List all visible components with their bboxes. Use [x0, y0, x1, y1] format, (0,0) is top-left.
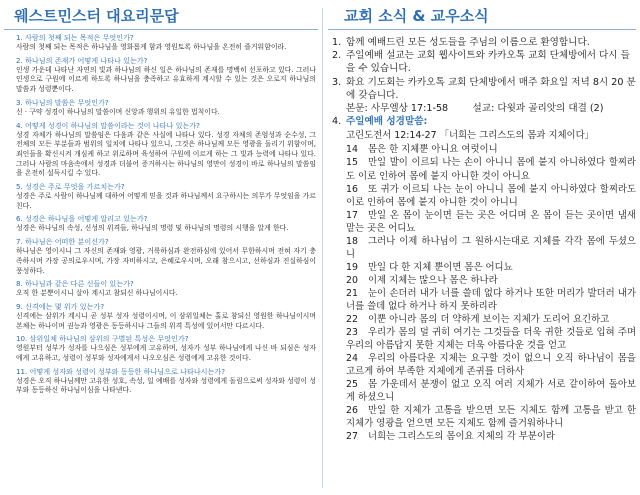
verse-line [346, 183, 636, 209]
catechism-answer: 하나님은 영이시니 그 자신의 존재와 영광, 거룩하심과 완전하심에 있어서 무한하시며 전혀 자기 충족하시며 가장 공의로우시며, 가장 자비하시고, 은혜로우시며, 오래 참으시고, 선하심과 진실하심이 풍성하다. [16, 247, 316, 275]
catechism-answer: 성경 자체가 하나님의 말씀임은 다음과 같은 사실에 나타나 있다. 성경 자체의 존엄성과 순수성, 그 전체의 모든 부분들과 범위의 일치에 나타나 있으니, 그것은 하나님께 모든 영광을 돌리기 위함이며, 죄인들을 확신시켜 개심케 하고 위로하며 육성하여 구원에 이르게 하는 그 빛과 능력에 나타나 있다. 그러나 사람의 마음속에서 성경과 더불어 증거하시는 하나님의 영만이 성경이 바로 하나님의 말씀임을 온전히 설득시킬 수 있다. [16, 130, 316, 178]
news-item-number: 1. [332, 37, 342, 48]
catechism-item [4, 182, 318, 211]
verse-text: 몸은 한 지체뿐 아니요 여럿이니 [368, 144, 498, 156]
verse-text: 만일 발이 이르되 나는 손이 아니니 몸에 붙지 아니하였다 할찌라도 이로 인하여 몸에 붙지 아니한 것이 아니요 [346, 157, 636, 182]
catechism-question: 4. 어떻게 성경이 하나님의 말씀이라는 것이 나타나 있는가? [16, 120, 200, 130]
verse-text: 우리가 몸의 덜 귀히 여기는 그것들을 더욱 귀한 것들로 입혀 주며 우리의 아름답지 못한 지체는 더욱 아름다운 것을 얻고 [346, 327, 636, 352]
catechism-question: 10. 삼위일체 하나님의 삼위의 구별된 특성은 무엇인가? [16, 334, 189, 344]
catechism-item [4, 98, 318, 118]
verse-number: 23 [346, 327, 358, 339]
catechism-item [4, 33, 318, 53]
catechism-answer: 성경은 오직 하나님께만 고유한 성호, 속성, 일 예배를 성자와 성령에게 돌림으로써 성자와 성령이 성부와 동등하신 하나님이심을 나타낸다. [16, 376, 316, 395]
news-item-body [332, 49, 636, 75]
catechism-answer: 사람의 첫째 되는 목적은 하나님을 영화롭게 함과 영원토록 하나님을 온전히 즐거워함이라. [16, 43, 287, 51]
news-item-number: 4. [332, 116, 342, 128]
catechism-item [4, 214, 318, 234]
catechism-answer: 성경은 주로 사람이 하나님께 대하여 어떻게 믿을 것과 하나님께서 요구하시는 의무가 무엇임을 가르친다. [16, 192, 316, 210]
verse-text: 눈이 손더러 내가 너를 쓸데 없다 하거나 또한 머리가 발더러 내가 너를 쓸데 없다 하거나 하지 못하리라 [346, 287, 636, 312]
catechism-title: 웨스트민스터 대요리문답 [4, 4, 318, 30]
verse-number: 26 [346, 405, 358, 417]
verse-line [346, 143, 636, 156]
catechism-question: 7. 하나님은 어떠한 분이신가? [16, 237, 109, 247]
column-divider [322, 8, 323, 488]
news-item-number: 3. [332, 76, 342, 88]
scripture-heading: 주일예배 성경말씀: [346, 116, 428, 128]
verse-line [346, 378, 636, 404]
verse-number: 22 [346, 314, 358, 326]
verse-text: 또 귀가 이르되 나는 눈이 아니니 몸에 붙지 아니하였다 할찌라도 이로 인하여 몸에 붙지 아니한 것이 아니니 [346, 183, 636, 208]
verse-line [346, 326, 636, 352]
verse-number: 24 [346, 353, 358, 365]
verse-text: 만일 다 한 지체 뿐이면 몸은 어디뇨 [368, 261, 513, 273]
verse-line [346, 430, 636, 443]
verse-line [346, 156, 636, 182]
sermon-info: 본문: 사무엘상 17:1-58 설교: 다윗과 골리앗의 대결 (2) [346, 103, 604, 115]
news-column [328, 4, 636, 491]
news-item [332, 76, 636, 116]
verse-line [346, 352, 636, 378]
catechism-item [4, 279, 318, 299]
catechism-list [4, 33, 318, 396]
catechism-answer: 성경은 하나님의 속성, 신성의 위격들, 하나님의 명령 및 하나님의 명령의 시행을 알게 한다. [16, 224, 289, 233]
catechism-answer: 신격에는 삼위가 계시니 곧 성부 성자 성령이시며, 이 삼위일체는 홀로 참되신 영원한 하나님이시며 본체는 하나이며 권능과 영광은 동등하시나 그들의 위격 특성에 있어서만 다르시다. [16, 311, 316, 330]
verse-number: 16 [346, 183, 358, 195]
verse-line [346, 261, 636, 274]
verse-list [332, 143, 636, 443]
verse-text: 만일 한 지체가 고통을 받으면 모든 지체도 함께 고통을 받고 한 지체가 영광을 얻으면 모든 지체도 함께 즐거워하나니 [346, 405, 636, 430]
catechism-column [4, 4, 318, 491]
catechism-answer: 신 · 구약 성경이 하나님의 말씀이며 신앙과 행위의 유일한 법칙이다. [16, 107, 220, 116]
verse-line [346, 209, 636, 235]
verse-text: 몸 가운데서 분쟁이 없고 오직 여러 지체가 서로 같이하여 돌아보게 하셨으니 [346, 379, 636, 404]
verse-text: 이제 지체는 많으나 몸은 하나라 [368, 274, 498, 286]
verse-text: 그러나 이제 하나님이 그 원하시는대로 지체를 각각 몸에 두셨으니 [346, 235, 636, 260]
verse-line [346, 313, 636, 326]
catechism-question: 2. 하나님의 존재가 어떻게 나타나 있는가? [16, 55, 148, 65]
verse-text: 우리의 아름다운 지체는 요구할 것이 없으니 오직 하나님이 몸을 고르게 하여 부족한 지체에게 존귀를 더하사 [346, 353, 636, 378]
catechism-item [4, 237, 318, 276]
verse-text: 만일 온 몸이 눈이면 듣는 곳은 어디며 온 몸이 듣는 곳이면 냄새 맡는 곳은 어디뇨 [346, 209, 636, 234]
catechism-question: 5. 성경은 주로 무엇을 가르치는가? [16, 182, 125, 192]
verse-line [346, 235, 636, 261]
catechism-question: 6. 성경은 하나님을 어떻게 알리고 있는가? [16, 214, 148, 224]
news-item-scripture [332, 115, 636, 128]
verse-number: 21 [346, 287, 358, 299]
news-title: 교회 소식 & 교우소식 [328, 4, 636, 30]
news-item-number: 2. [332, 50, 342, 62]
catechism-question: 1. 사람의 첫째 되는 목적은 무엇인가? [16, 33, 134, 42]
news-item-text: 주일예배 설교는 교회 웹사이트와 카카오톡 교회 단체방에서 다시 들을 수 있습니다. [346, 50, 630, 75]
verse-number: 15 [346, 157, 358, 169]
verse-line [346, 274, 636, 287]
catechism-answer: 오직 한 분뿐이시니 살아 계시고 참되신 하나님이시다. [16, 289, 178, 298]
catechism-question: 9. 신격에는 몇 위가 있는가? [16, 301, 105, 311]
catechism-item [4, 121, 318, 180]
catechism-item [4, 367, 318, 396]
scripture-reference: 고린도전서 12:14-27 「너희는 그리스도의 몸과 지체이다」 [346, 130, 595, 142]
verse-number: 27 [346, 431, 358, 443]
catechism-answer: 영원부터 성부가 성자를 나으심은 성부에게 고유하며, 성자가 성부 하나님에게 나신 바 되심은 성자에게 고유하고, 성령이 성부와 성자에게서 나오오심은 성령에게 고유한 것이다. [16, 344, 316, 363]
verse-number: 20 [346, 274, 358, 286]
verse-line [346, 404, 636, 430]
verse-line [346, 287, 636, 313]
news-item-body [332, 76, 636, 102]
catechism-question: 8. 하나님과 같은 다른 신들이 있는가? [16, 279, 134, 289]
catechism-item [4, 302, 318, 331]
verse-number: 14 [346, 144, 358, 156]
verse-number: 19 [346, 261, 358, 273]
verse-number: 25 [346, 379, 358, 391]
catechism-question: 11. 어떻게 성자와 성령이 성부와 동등한 하나님으로 나타나시는가? [16, 366, 225, 376]
verse-text: 너희는 그리스도의 몸이요 지체의 각 부분이라 [368, 431, 555, 443]
news-list [328, 36, 636, 444]
verse-number: 17 [346, 209, 358, 221]
news-item-body [332, 36, 636, 49]
news-item-text: 화요 기도회는 카카오톡 교회 단체방에서 매주 화요일 저녁 8시 20 분에 갖습니다. [346, 76, 636, 101]
catechism-question: 3. 하나님의 말씀은 무엇인가? [16, 97, 109, 107]
catechism-item [4, 56, 318, 95]
catechism-answer: 인생 가운데 나타난 자연의 빛과 하나님의 하신 일은 하나님의 존재를 명백히 선포하고 있다. 그러나 인생으로 구원에 이르게 하도록 하나님을 충족하고 유효하게 계시할 수 있는 것은 오로지 하나님의 말씀과 성령뿐이다. [16, 65, 316, 94]
verse-number: 18 [346, 235, 358, 247]
news-item [332, 49, 636, 75]
news-item-text: 함께 예배드린 모든 성도들을 주님의 이름으로 환영합니다. [346, 37, 590, 48]
news-item [332, 36, 636, 49]
catechism-item [4, 334, 318, 363]
verse-text: 이뿐 아니라 몸의 더 약하게 보이는 지체가 도리어 요긴하고 [368, 314, 610, 326]
